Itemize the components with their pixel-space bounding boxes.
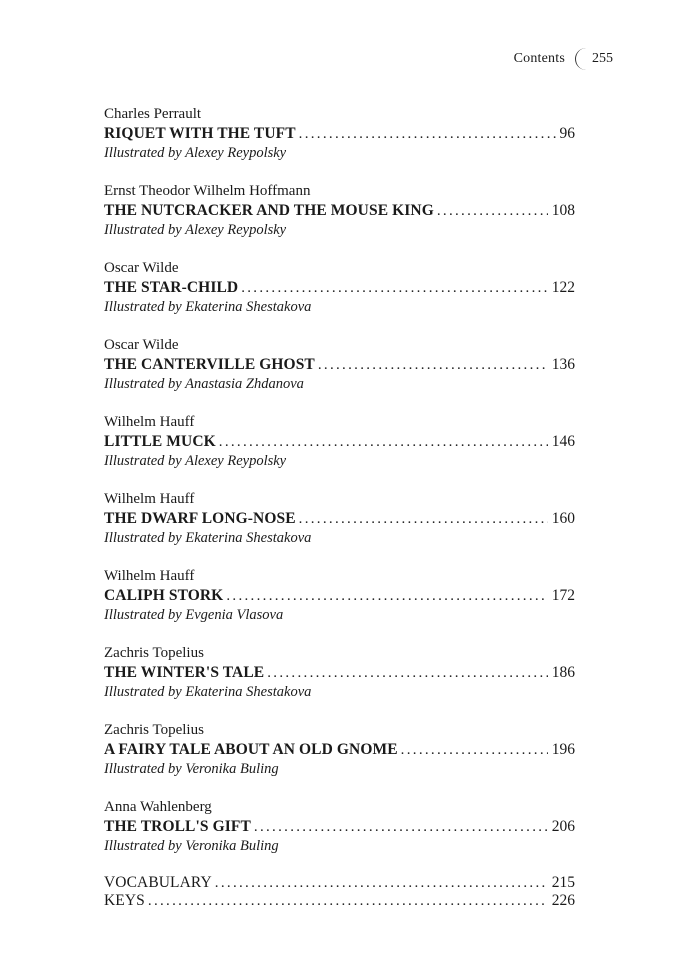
entry-story-title[interactable]: CALIPH STORK bbox=[104, 587, 224, 604]
entry-page-number: 108 bbox=[551, 202, 575, 219]
entry-title-line[interactable] bbox=[104, 124, 575, 144]
page-number: 255 bbox=[592, 51, 613, 66]
dot-leader bbox=[437, 201, 548, 221]
entry-author: Wilhelm Hauff bbox=[104, 414, 195, 430]
entry-page-number: 160 bbox=[551, 510, 575, 527]
dot-leader bbox=[299, 509, 548, 529]
extra-line[interactable] bbox=[104, 874, 575, 892]
entry-story-title[interactable]: THE CANTERVILLE GHOST bbox=[104, 356, 315, 373]
running-header bbox=[514, 48, 613, 70]
entry-illustrator: Illustrated by Veronika Buling bbox=[104, 838, 279, 854]
entry-title-line[interactable] bbox=[104, 201, 575, 221]
header-bracket-ornament bbox=[575, 48, 586, 70]
entry-title-line[interactable] bbox=[104, 817, 575, 837]
entry-title-line[interactable] bbox=[104, 432, 575, 452]
toc-entry bbox=[104, 643, 575, 702]
toc-extras bbox=[104, 874, 575, 910]
entry-page-number: 206 bbox=[551, 818, 575, 835]
entry-title-line[interactable] bbox=[104, 278, 575, 298]
entry-illustrator: Illustrated by Ekaterina Shestakova bbox=[104, 299, 312, 315]
extra-page-number: 215 bbox=[551, 874, 575, 891]
entry-illustrator: Illustrated by Evgenia Vlasova bbox=[104, 607, 284, 623]
entry-story-title[interactable]: THE WINTER'S TALE bbox=[104, 664, 265, 681]
entry-story-title[interactable]: THE STAR-CHILD bbox=[104, 279, 239, 296]
toc-entry bbox=[104, 797, 575, 856]
entry-story-title[interactable]: THE NUTCRACKER AND THE MOUSE KING bbox=[104, 202, 434, 219]
dot-leader bbox=[241, 278, 548, 298]
dot-leader bbox=[226, 586, 547, 606]
entry-story-title[interactable]: A FAIRY TALE ABOUT AN OLD GNOME bbox=[104, 741, 398, 758]
entry-author: Wilhelm Hauff bbox=[104, 491, 195, 507]
toc-entry bbox=[104, 720, 575, 779]
entry-author: Oscar Wilde bbox=[104, 337, 179, 353]
entry-author: Wilhelm Hauff bbox=[104, 568, 195, 584]
header-title: Contents bbox=[513, 51, 565, 66]
entry-title-line[interactable] bbox=[104, 740, 575, 760]
dot-leader bbox=[318, 355, 548, 375]
table-of-contents bbox=[104, 104, 575, 910]
entry-illustrator: Illustrated by Alexey Reypolsky bbox=[104, 453, 287, 469]
entry-author: Zachris Topelius bbox=[104, 722, 204, 738]
entry-author: Charles Perrault bbox=[104, 106, 202, 122]
toc-entry bbox=[104, 181, 575, 240]
entry-author: Anna Wahlenberg bbox=[104, 799, 212, 815]
entry-illustrator: Illustrated by Anastasia Zhdanova bbox=[104, 376, 304, 392]
extra-page-number: 226 bbox=[551, 892, 575, 909]
entry-title-line[interactable] bbox=[104, 509, 575, 529]
dot-leader bbox=[148, 892, 548, 910]
entry-title-line[interactable] bbox=[104, 355, 575, 375]
dot-leader bbox=[219, 432, 548, 452]
entry-story-title[interactable]: THE TROLL'S GIFT bbox=[104, 818, 251, 835]
dot-leader bbox=[299, 124, 556, 144]
entry-illustrator: Illustrated by Alexey Reypolsky bbox=[104, 222, 287, 238]
entry-page-number: 186 bbox=[551, 664, 575, 681]
entry-title-line[interactable] bbox=[104, 663, 575, 683]
entry-illustrator: Illustrated by Alexey Reypolsky bbox=[104, 145, 287, 161]
entry-page-number: 146 bbox=[551, 433, 575, 450]
dot-leader bbox=[254, 817, 548, 837]
entry-story-title[interactable]: LITTLE MUCK bbox=[104, 433, 216, 450]
toc-entry bbox=[104, 104, 575, 163]
entry-story-title[interactable]: THE DWARF LONG-NOSE bbox=[104, 510, 296, 527]
entry-author: Zachris Topelius bbox=[104, 645, 204, 661]
extra-line[interactable] bbox=[104, 892, 575, 910]
entry-page-number: 96 bbox=[559, 125, 575, 142]
entry-page-number: 196 bbox=[551, 741, 575, 758]
entry-story-title[interactable]: RIQUET WITH THE TUFT bbox=[104, 125, 296, 142]
entry-illustrator: Illustrated by Ekaterina Shestakova bbox=[104, 684, 312, 700]
entry-author: Ernst Theodor Wilhelm Hoffmann bbox=[104, 183, 311, 199]
entry-illustrator: Illustrated by Veronika Buling bbox=[104, 761, 279, 777]
toc-entry bbox=[104, 412, 575, 471]
entry-page-number: 122 bbox=[551, 279, 575, 296]
dot-leader bbox=[267, 663, 548, 683]
toc-entry bbox=[104, 489, 575, 548]
entry-author: Oscar Wilde bbox=[104, 260, 179, 276]
dot-leader bbox=[401, 740, 548, 760]
entry-page-number: 172 bbox=[551, 587, 575, 604]
toc-entry bbox=[104, 335, 575, 394]
toc-entry bbox=[104, 566, 575, 625]
entry-page-number: 136 bbox=[551, 356, 575, 373]
dot-leader bbox=[215, 874, 548, 892]
extra-label[interactable]: VOCABULARY bbox=[104, 874, 212, 891]
toc-entries bbox=[104, 104, 575, 856]
entry-title-line[interactable] bbox=[104, 586, 575, 606]
entry-illustrator: Illustrated by Ekaterina Shestakova bbox=[104, 530, 312, 546]
extra-label[interactable]: KEYS bbox=[104, 892, 145, 909]
toc-entry bbox=[104, 258, 575, 317]
